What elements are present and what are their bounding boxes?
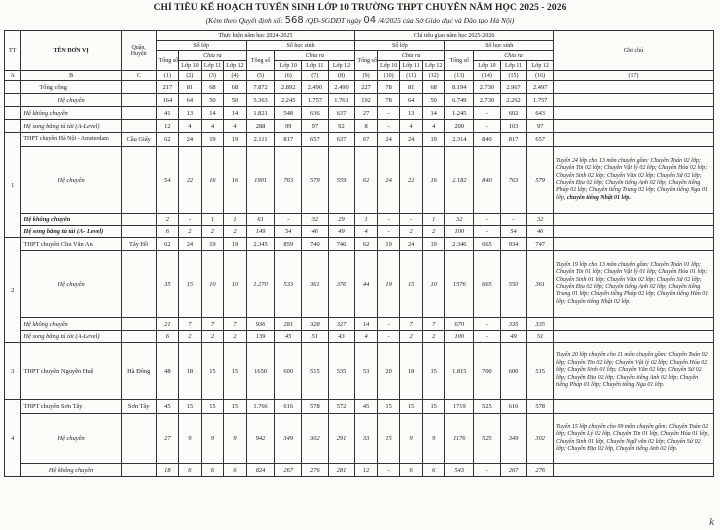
col-note: Ghi chú (553, 31, 713, 71)
note-cell: Tuyển 15 lớp chuyên cho 09 môn chuyên gồm: Chuyên Toán 02 lớp; Chuyên Lý 02 lớp, Chuyên Tin 01 lớp, Chuyên Hóa 01 lớp, Chuyên Sinh 01 lớp, Chuyên Ngữ văn 02 lớp; Chuyên Sử 02 lớp; Chuyên Địa 02 lớp, Chuyên tiếng Anh 02 lớp. (553, 414, 713, 464)
table-row: Hệ chuyên 54 22 16 16 1901 763 579 559 62 24 22 16 2.182 840 763 579 Tuyển 24 lớp cho 13 môn chuyên gồm: Chuyên Toán 02 lớp; Chuyên Tin 02 lớp; Chuyên Vật lý 02 lớp; Chuyên Hóa 02 lớp; Chuyên Sinh 02 lớp; Chuyên Văn 02 lớp; Chuyên Sử 02 lớp; Chuyên Địa 02 lớp; Chuyên tiếng Anh 02 lớp; Chuyên tiếng Pháp 02 lớp; Chuyên tiếng Trung 02 lớp; Chuyên tiếng Nga 01 lớp, chuyên tiếng Nhật 01 lớp. (5, 147, 714, 214)
school-row: 4 THPT chuyên Sơn Tây Sơn Tây 45 15 15 15 1.766 616 578 572 45 15 15 15 1719 525 616 578 (5, 400, 714, 414)
document-subtitle: (Kèm theo Quyết định số: 568 /QĐ-SGDĐT ngày 04 /4/2025 của Sở Giáo dục và Đào tạo Hà Nội) (205, 15, 515, 26)
school-row: 3 THPT chuyên Nguyễn Huệ Hà Đông 48 18 15 15 1650 600 515 535 53 20 18 15 1.815 700 600 515 Tuyển 20 lớp chuyên cho 11 môn chuyên gồm: Chuyên Toán 02 lớp; Chuyên Tin 02 lớp; Chuyên Vật lý 02 lớp; Chuyên Hóa 02 lớp; Chuyên Sinh 01 lớp; Chuyên Văn 02 lớp; Chuyên Sử 02 lớp; Chuyên Địa 02 lớp; Chuyên tiếng Anh 02 lớp; Chuyên tiếng Pháp 01 lớp; Chuyên tiếng Nga 01 lớp. (5, 343, 714, 400)
col-district: Quận, Huyện (121, 31, 156, 71)
table-row: Hệ chuyên 27 9 9 9 942 349 302 291 33 15 9 9 1176 525 349 302 Tuyển 15 lớp chuyên cho 09 môn chuyên gồm: Chuyên Toán 02 lớp; Chuyên Lý 02 lớp, Chuyên Tin 01 lớp, Chuyên Hóa 01 lớp, Chuyên Sinh 01 lớp, Chuyên Ngữ văn 02 lớp; Chuyên Sử 02 lớp; Chuyên Địa 02 lớp, Chuyên tiếng Anh 02 lớp. (5, 414, 714, 464)
table-row: Hệ không chuyên 21 7 7 7 936 281 328 327 14 - 7 7 670 - 335 335 (5, 318, 714, 331)
table-row: Tổng cộng 217 81 68 68 7.872 2.892 2.490 2.490 227 78 81 68 8.194 2.730 2.967 2.497 (5, 81, 714, 94)
table-row: Hệ chuyên 164 64 50 50 5.363 2.245 1.757 1.761 192 78 64 50 6.749 2.730 2.262 1.757 (5, 94, 714, 107)
note-cell: Tuyển 24 lớp cho 13 môn chuyên gồm: Chuyên Toán 02 lớp; Chuyên Tin 02 lớp; Chuyên Vật lý 02 lớp; Chuyên Hóa 02 lớp; Chuyên Sinh 02 lớp; Chuyên Văn 02 lớp; Chuyên Sử 02 lớp; Chuyên Địa 02 lớp; Chuyên tiếng Anh 02 lớp; Chuyên tiếng Pháp 02 lớp; Chuyên tiếng Trung 02 lớp; Chuyên tiếng Nga 01 lớp, chuyên tiếng Nhật 01 lớp. (553, 147, 713, 214)
col-tt: TT (5, 31, 21, 71)
col-period-2024: Thực hiện năm học 2024-2025 (156, 31, 355, 41)
handwritten-mark: k (709, 516, 714, 528)
index-row: A B C (1) (2) (3) (4) (5) (6) (7) (8) (9) (10) (11) (12) (13) (14) (15) (16) (17) (5, 71, 714, 81)
note-cell: Tuyển 20 lớp chuyên cho 11 môn chuyên gồm: Chuyên Toán 02 lớp; Chuyên Tin 02 lớp; Chuyên Vật lý 02 lớp; Chuyên Hóa 02 lớp; Chuyên Sinh 01 lớp; Chuyên Văn 02 lớp; Chuyên Sử 02 lớp; Chuyên Địa 02 lớp; Chuyên tiếng Anh 02 lớp; Chuyên tiếng Pháp 01 lớp; Chuyên tiếng Nga 01 lớp. (553, 343, 713, 400)
table-row: Hệ không chuyên 18 6 6 6 824 267 276 281 12 - 6 6 543 - 267 276 (5, 464, 714, 477)
decision-date: 04 (363, 15, 377, 26)
school-row: 2 THPT chuyên Chu Văn An Tây Hồ 62 24 19 19 2.345 859 740 746 62 19 24 19 2.346 665 934 747 (5, 238, 714, 251)
table-row: Hệ song bằng tú tài (A-Level) 6 2 2 2 139 45 51 43 4 - 2 2 100 - 49 51 (5, 331, 714, 343)
col-period-2025: Chỉ tiêu giao năm học 2025-2026 (355, 31, 554, 41)
table-row: Hệ không chuyên 41 13 14 14 1.821 548 636 637 27 - 13 14 1.245 - 602 643 (5, 107, 714, 120)
table-row: Hệ không chuyên 2 - 1 1 61 - 32 29 1 - - 1 32 - - 32 (5, 214, 714, 226)
table-row: Hệ chuyên 35 15 10 10 1.270 533 361 376 44 19 15 10 1576 665 550 361 Tuyển 19 lớp cho 13 môn chuyên gồm: Chuyên Toán 01 lớp; Chuyên Tin 01 lớp; Chuyên Vật lý 01 lớp; Chuyên Hóa 01 lớp; Chuyên Sinh 01 lớp; Chuyên Văn 02 lớp; Chuyên Sử 02 lớp; Chuyên Địa 02 lớp; Chuyên tiếng Anh 02 lớp; Chuyên tiếng Trung 01 lớp; Chuyên tiếng Pháp 02 lớp; Chuyên tiếng Hàn 01 lớp; Chuyên tiếng Nhật 02 lớp. (5, 251, 714, 318)
enrollment-table: TT TÊN ĐƠN VỊ Quận, Huyện Thực hiện năm học 2024-2025 Chỉ tiêu giao năm học 2025-2026 Ghi chú Số lớp Số học sinh Số lớp Số học sinh Tổng số Chia ra Tổng số Chia ra Tổng số Chia ra Tổng số Chia ra Lớp 10 Lớp 11 Lớp 12 Lớp 10 Lớp 11 Lớp 12 Lớp 10 Lớp 11 Lớp 12 Lớp 10 Lớp 11 Lớp 12 A B C (1) (2) (3) (4) (5) (6) (7) (8) (9) (10) (11) (12) (13) (14) (15) (16) (17) Tổng cộng 217 81 68 68 7.872 2.892 2.490 2.490 227 78 81 68 8.194 2.730 2.967 2.497 Hệ chuyên 164 64 50 50 5.363 2.245 1.757 1.761 192 78 64 50 6.749 2.730 2.262 1.757 Hệ không chuyên 41 13 14 14 1.821 548 636 637 27 - 13 14 1.245 - 602 643 Hệ song bằng tú tài (A-Level) 12 4 4 4 288 99 97 92 8 - 4 4 200 - 103 97 1 THPT chuyên Hà Nội - Amsterdam Cầu Giấy 62 24 19 19 2.111 817 657 637 67 24 24 19 2.314 840 817 657 Hệ chuyên 54 22 16 16 1901 763 579 559 62 24 22 16 2.182 840 763 579 Tuyển 24 lớp cho 13 môn chuyên gồm: Chuyên Toán 02 lớp; Chuyên Tin 02 lớp; Chuyên Vật lý 02 lớp; Chuyên Hóa 02 lớp; Chuyên Sinh 02 lớp; Chuyên Văn 02 lớp; Chuyên Sử 02 lớp; Chuyên Địa 02 lớp; Chuyên tiếng Anh 02 lớp; Chuyên tiếng Pháp 02 lớp; Chuyên tiếng Trung 02 lớp; Chuyên tiếng Nga 01 lớp, chuyên tiếng Nhật 01 lớp. Hệ không chuyên 2 - 1 1 61 - 32 29 1 - - 1 32 - - 32 Hệ song bằng tú tài (A- Level) 6 2 2 2 149 54 46 49 4 - 2 2 100 - 54 46 2 THPT chuyên Chu Văn An Tây Hồ 62 24 19 19 2.345 859 740 746 62 19 24 19 2.346 665 934 747 Hệ chuyên 35 15 10 10 1.270 533 361 376 44 19 15 10 1576 665 550 361 Tuyển 19 lớp cho 13 môn chuyên gồm: Chuyên Toán 01 lớp; Chuyên Tin 01 lớp; Chuyên Vật lý 01 lớp; Chuyên Hóa 01 lớp; Chuyên Sinh 01 lớp; Chuyên Văn 02 lớp; Chuyên Sử 02 lớp; Chuyên Địa 02 lớp; Chuyên tiếng Anh 02 lớp; Chuyên tiếng Trung 01 lớp; Chuyên tiếng Pháp 02 lớp; Chuyên tiếng Hàn 01 lớp; Chuyên tiếng Nhật 02 lớp. Hệ không chuyên 21 7 7 7 936 281 328 327 14 - 7 7 670 - 335 335 Hệ song bằng tú tài (A-Level) 6 2 2 2 139 45 51 43 4 - 2 2 100 - 49 51 3 THPT chuyên Nguyễn Huệ Hà Đông 48 18 15 15 1650 600 515 535 53 20 18 15 1.815 700 600 515 Tuyển 20 lớp chuyên cho 11 môn chuyên gồm: Chuyên Toán 02 lớp; Chuyên Tin 02 lớp; Chuyên Vật lý 02 lớp; Chuyên Hóa 02 lớp; Chuyên Sinh 01 lớp; Chuyên Văn 02 lớp; Chuyên Sử 02 lớp; Chuyên Địa 02 lớp; Chuyên tiếng Anh 02 lớp; Chuyên tiếng Pháp 01 lớp; Chuyên tiếng Nga 01 lớp. 4 THPT chuyên Sơn Tây Sơn Tây 45 15 15 15 1.766 616 578 572 45 15 15 15 1719 525 616 578 Hệ chuyên 27 9 9 9 942 349 302 291 33 15 9 9 1176 525 349 302 Tuyển 15 lớp chuyên cho 09 môn chuyên gồm: Chuyên Toán 02 lớp; Chuyên Lý 02 lớp, Chuyên Tin 01 lớp, Chuyên Hóa 01 lớp, Chuyên Sinh 01 lớp, Chuyên Ngữ văn 02 lớp; Chuyên Sử 02 lớp; Chuyên Địa 02 lớp, Chuyên tiếng Anh 02 lớp. Hệ không chuyên 18 6 6 6 824 267 276 281 12 - 6 6 543 - 267 276 (4, 30, 714, 477)
col-unit: TÊN ĐƠN VỊ (21, 31, 121, 71)
table-row: Hệ song bằng tú tài (A-Level) 12 4 4 4 288 99 97 92 8 - 4 4 200 - 103 97 (5, 120, 714, 133)
school-row: 1 THPT chuyên Hà Nội - Amsterdam Cầu Giấy 62 24 19 19 2.111 817 657 637 67 24 24 19 2.314 840 817 657 (5, 133, 714, 147)
decision-number: 568 (284, 15, 304, 26)
note-cell: Tuyển 19 lớp cho 13 môn chuyên gồm: Chuyên Toán 01 lớp; Chuyên Tin 01 lớp; Chuyên Vật lý 01 lớp; Chuyên Hóa 01 lớp; Chuyên Sinh 01 lớp; Chuyên Văn 02 lớp; Chuyên Sử 02 lớp; Chuyên Địa 02 lớp; Chuyên tiếng Anh 02 lớp; Chuyên tiếng Trung 01 lớp; Chuyên tiếng Pháp 02 lớp; Chuyên tiếng Hàn 01 lớp; Chuyên tiếng Nhật 02 lớp. (553, 251, 713, 318)
table-row: Hệ song bằng tú tài (A- Level) 6 2 2 2 149 54 46 49 4 - 2 2 100 - 54 46 (5, 226, 714, 238)
document-title: CHỈ TIÊU KẾ HOẠCH TUYỂN SINH LỚP 10 TRƯỜNG THPT CHUYÊN NĂM HỌC 2025 - 2026 (153, 3, 567, 13)
